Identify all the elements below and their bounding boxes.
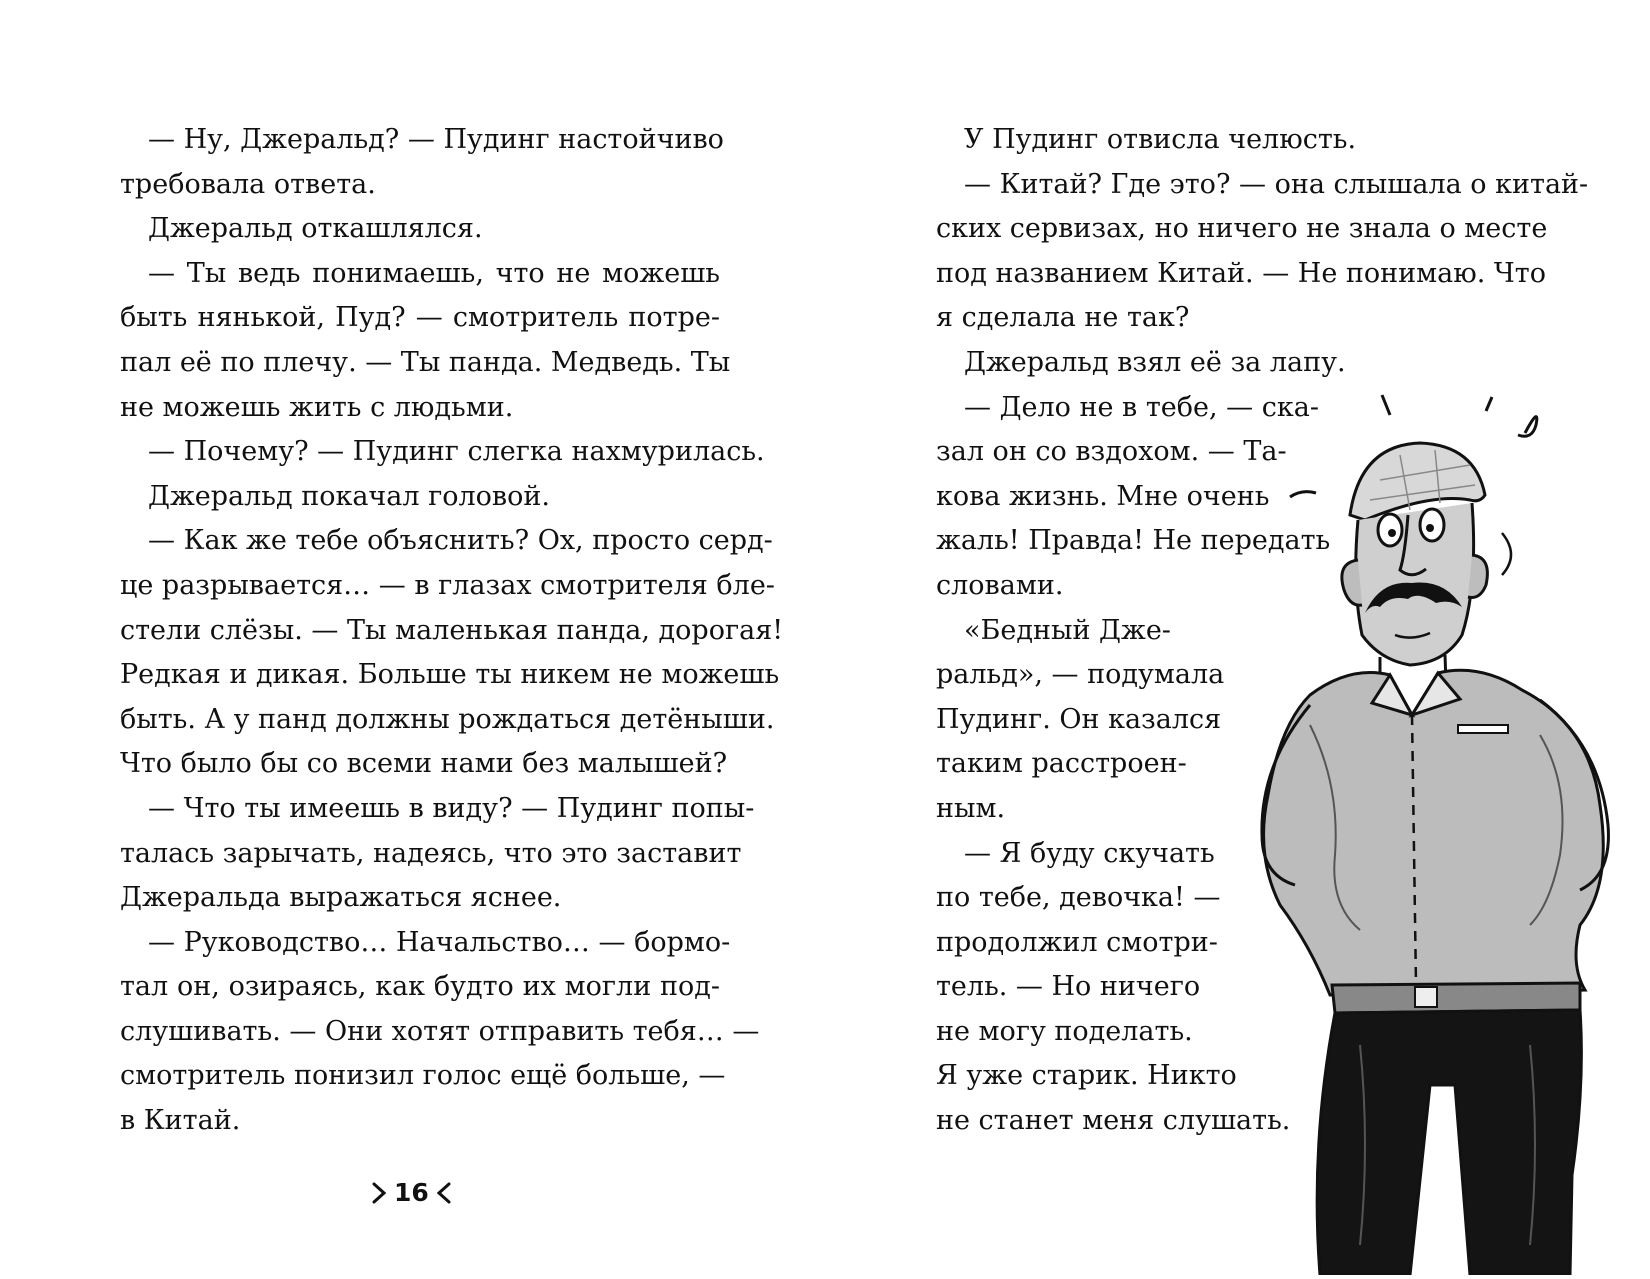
worry-mark — [1502, 533, 1511, 575]
belt — [1332, 983, 1580, 1013]
text-line: Джеральд откашлялся. — [148, 213, 483, 245]
text-line: зал он со вздохом. — Та- — [936, 436, 1287, 468]
text-line: Редкая и дикая. Больше ты никем не можешь — [120, 659, 780, 691]
text-line: в Китай. — [120, 1105, 241, 1137]
text-line: — Китай? Где это? — она слышала о китай- — [964, 168, 1589, 200]
worry-mark — [1290, 492, 1316, 497]
text-line: ских сервизах, но ничего не знала о месте — [936, 213, 1548, 245]
trousers — [1317, 1010, 1581, 1275]
text-line: талась зарычать, надеясь, что это заставит — [120, 837, 742, 869]
belt-buckle — [1415, 987, 1437, 1007]
text-line: по тебе, девочка! — — [936, 882, 1221, 914]
text-line: кова жизнь. Мне очень — [936, 480, 1270, 512]
text-line: Я уже старик. Никто — [936, 1060, 1237, 1092]
left-page-text — [120, 118, 784, 1144]
worry-mark — [1382, 395, 1390, 415]
text-line: це разрывается… — в глазах смотрителя бле- — [120, 569, 775, 601]
text-line: ральд», — подумала — [936, 659, 1225, 691]
text-line: требовала ответа. — [120, 168, 376, 200]
caretaker-man-figure — [1240, 385, 1650, 1275]
text-line: Джеральда выражаться яснее. — [120, 882, 562, 914]
text-line: — Как же тебе объяснить? Ох, просто серд- — [148, 525, 773, 557]
text-line: Что было бы со всеми нами без малышей? — [120, 748, 728, 780]
text-line: не станет меня слушать. — [936, 1105, 1291, 1137]
text-line: стели слёзы. — Ты маленькая панда, дорогая! — [120, 614, 784, 646]
text-line: ным. — [936, 792, 1006, 824]
name-badge — [1458, 725, 1508, 733]
chevron-left-icon — [437, 1182, 451, 1204]
text-line: тал он, озираясь, как будто их могли под- — [120, 971, 720, 1003]
text-line: тель. — Но ничего — [936, 971, 1201, 1003]
text-line: словами. — [936, 569, 1064, 601]
text-line: пал её по плечу. — Ты панда. Медведь. Ты — [120, 346, 731, 378]
text-line: Джеральд покачал головой. — [148, 480, 550, 512]
text-line: не можешь жить с людьми. — [120, 391, 514, 423]
text-line: — Руководство… Начальство… — бормо- — [148, 926, 731, 958]
page-number — [372, 1178, 451, 1207]
chevron-right-icon — [372, 1182, 386, 1204]
text-line: — Ну, Джеральд? — Пудинг настойчиво — [148, 124, 724, 155]
text-line: продолжил смотри- — [936, 926, 1218, 958]
page-number-label: 16 — [394, 1178, 429, 1207]
text-line: У Пудинг отвисла челюсть. — [964, 124, 1357, 155]
text-line: — Ты ведь понимаешь, что не можешь — [148, 257, 720, 289]
shirt — [1264, 670, 1604, 995]
text-line: «Бедный Дже- — [964, 614, 1171, 646]
text-line: не могу поделать. — [936, 1015, 1193, 1047]
text-line: — Дело не в тебе, — ска- — [964, 391, 1319, 423]
text-line: — Почему? — Пудинг слегка нахмурилась. — [148, 436, 765, 468]
text-line: таким расстроен- — [936, 748, 1187, 780]
text-line: быть. А у панд должны рождаться детёныши. — [120, 703, 775, 735]
text-line: я сделала не так? — [936, 302, 1190, 334]
text-line: жаль! Правда! Не передать — [936, 525, 1331, 557]
text-line: Пудинг. Он казался — [936, 703, 1222, 735]
sweat-drop — [1518, 417, 1537, 437]
text-line: — Что ты имеешь в виду? — Пудинг попы- — [148, 792, 755, 824]
text-line: под названием Китай. — Не понимаю. Что — [936, 257, 1546, 289]
worry-mark — [1486, 397, 1492, 411]
text-line: Джеральд взял её за лапу. — [964, 346, 1346, 378]
text-line: — Я буду скучать — [964, 837, 1215, 869]
text-line: быть нянькой, Пуд? — смотритель потре- — [120, 302, 720, 334]
text-line: смотритель понизил голос ещё больше, — — [120, 1060, 726, 1092]
caretaker-illustration — [1240, 385, 1650, 1275]
text-line: слушивать. — Они хотят отправить тебя… — — [120, 1015, 760, 1047]
